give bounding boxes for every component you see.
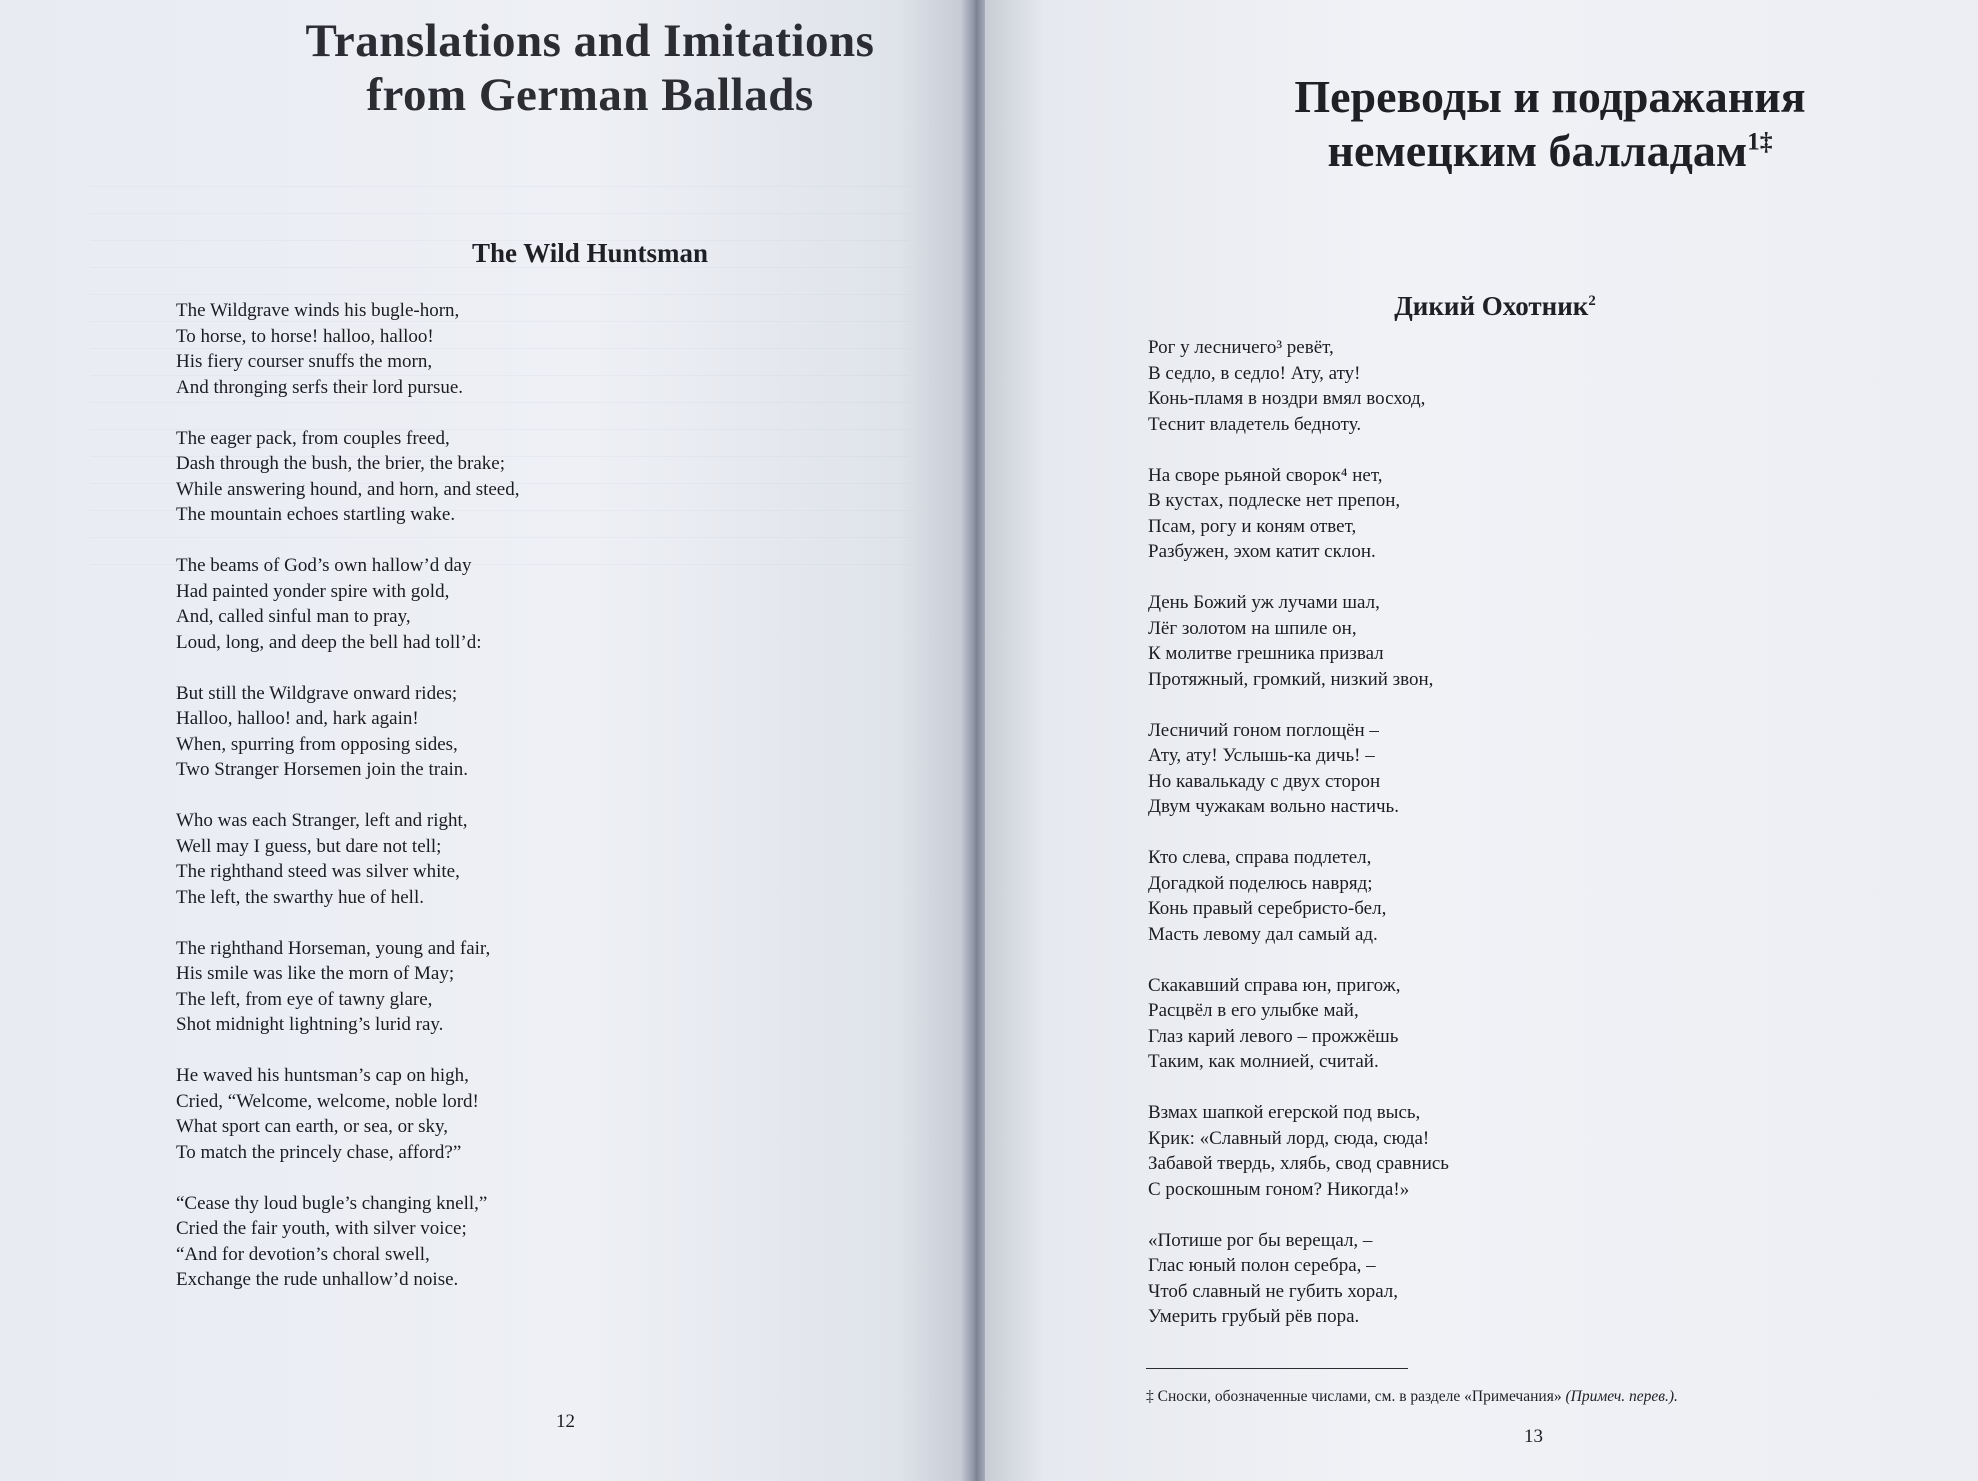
footnote-marker: 2 <box>1588 293 1596 309</box>
verse-line: Расцвёл в его улыбке май, <box>1148 1000 1359 1021</box>
footnote <box>1146 1388 1846 1406</box>
verse-line: Протяжный, громкий, низкий звон, <box>1148 668 1434 690</box>
stanza <box>1148 335 1558 437</box>
stanza <box>176 553 656 655</box>
verse-line: Ату, ату! Услышь-ка дичь! – <box>1148 745 1375 766</box>
stanza <box>176 936 656 1038</box>
verse-line: The righthand steed was silver white, <box>176 861 460 882</box>
verse-line: Cried, “Welcome, welcome, noble lord! <box>176 1090 479 1112</box>
verse-line: Взмах шапкой егерской под высь, <box>1148 1102 1421 1123</box>
verse-line: Скакавший справа юн, пригож, <box>1148 974 1401 996</box>
stanza <box>176 426 656 528</box>
stanza <box>176 1063 656 1165</box>
verse-line: Масть левому дал самый ад. <box>1148 923 1378 945</box>
title-line: from German Ballads <box>366 69 814 121</box>
verse-line: The righthand Horseman, young and fair, <box>176 937 491 959</box>
verse-line: The left, the swarthy hue of hell. <box>176 886 424 908</box>
stanza <box>1148 973 1558 1075</box>
verse-line: Конь-пламя в ноздри вмял восход, <box>1148 388 1426 409</box>
verse-line: Had painted yonder spire with gold, <box>176 580 450 602</box>
verse-line: Лёг золотом на шпиле он, <box>1148 617 1357 639</box>
poem-title-english: The Wild Huntsman <box>471 238 709 268</box>
verse-line: К молитве грешника призвал <box>1148 643 1384 664</box>
verse-line: The mountain echoes startling wake. <box>176 504 456 525</box>
verse-line: Halloo, halloo! and, hark again! <box>176 708 419 729</box>
verse-line: Умерить грубый рёв пора. <box>1148 1306 1360 1327</box>
page-number: 12 <box>556 1411 575 1432</box>
verse-line: And thronging serfs their lord pursue. <box>176 376 464 398</box>
verse-line: And, called sinful man to pray, <box>176 606 411 627</box>
poem-russian <box>1148 335 1558 1355</box>
verse-line: The eager pack, from couples freed, <box>176 427 450 449</box>
footnote-marker: 1‡ <box>1747 127 1773 156</box>
verse-line: Таким, как молнией, считай. <box>1148 1051 1379 1072</box>
title-line: Переводы и подражания <box>1294 71 1806 122</box>
verse-line: Чтоб славный не губить хорал, <box>1148 1280 1399 1302</box>
stanza <box>1148 463 1558 565</box>
footnote-divider <box>1146 1368 1408 1369</box>
verse-line: Но кавалькаду с двух сторон <box>1148 770 1381 792</box>
poem-title-text: Дикий Охотник <box>1394 291 1589 321</box>
poem-title-russian <box>1330 291 1660 322</box>
verse-line: To horse, to horse! halloo, halloo! <box>176 325 434 347</box>
stanza <box>176 298 656 400</box>
verse-line: Cried the fair youth, with silver voice; <box>176 1218 467 1239</box>
verse-line: На своре рьяной сворок⁴ нет, <box>1148 464 1383 486</box>
footnote-translator-note: (Примеч. перев.). <box>1565 1388 1678 1405</box>
stanza <box>176 681 656 783</box>
verse-line: Глас юный полон серебра, – <box>1148 1255 1376 1276</box>
stanza <box>1148 845 1558 947</box>
title-line: Translations and Imitations <box>305 15 875 67</box>
stanza <box>1148 1100 1558 1202</box>
verse-line: «Потише рог бы верещал, – <box>1148 1229 1373 1251</box>
verse-line: День Божий уж лучами шал, <box>1148 592 1380 613</box>
verse-line: To match the princely chase, afford?” <box>176 1141 462 1163</box>
verse-line: The left, from eye of tawny glare, <box>176 988 433 1010</box>
verse-line: Shot midnight lightning’s lurid ray. <box>176 1014 444 1035</box>
footnote-mark: ‡ <box>1146 1388 1154 1405</box>
left-page <box>0 0 975 1481</box>
verse-line: Two Stranger Horsemen join the train. <box>176 759 469 780</box>
verse-line: While answering hound, and horn, and steed, <box>176 478 520 500</box>
verse-line: Крик: «Славный лорд, сюда, сюда! <box>1148 1127 1430 1149</box>
verse-line: Well may I guess, but dare not tell; <box>176 835 442 857</box>
verse-line: Теснит владетель бедноту. <box>1148 413 1362 435</box>
verse-line: His smile was like the morn of May; <box>176 963 455 984</box>
poem-english <box>176 298 656 1318</box>
footnote-text: Сноски, обозначенные числами, см. в разделе «Примечания» <box>1153 1388 1566 1405</box>
verse-line: В кустах, подлеске нет препон, <box>1148 490 1401 511</box>
verse-line: What sport can earth, or sea, or sky, <box>176 1116 449 1137</box>
stanza <box>1148 590 1558 692</box>
verse-line: Who was each Stranger, left and right, <box>176 810 468 831</box>
verse-line: When, spurring from opposing sides, <box>176 733 458 755</box>
stanza <box>176 808 656 910</box>
verse-line: В седло, в седло! Ату, ату! <box>1148 362 1361 384</box>
verse-line: Догадкой поделюсь навряд; <box>1148 872 1373 894</box>
verse-line: Рог у лесничего³ ревёт, <box>1148 337 1334 358</box>
verse-line: “Cease thy loud bugle’s changing knell,” <box>176 1192 488 1214</box>
verse-line: The beams of God’s own hallow’d day <box>176 555 472 576</box>
verse-line: “And for devotion’s choral swell, <box>176 1243 430 1265</box>
verse-line: Конь правый серебристо-бел, <box>1148 898 1387 919</box>
verse-line: Exchange the rude unhallow’d noise. <box>176 1269 459 1290</box>
verse-line: Глаз карий левого – прожжёшь <box>1148 1025 1399 1047</box>
verse-line: Разбужен, эхом катит склон. <box>1148 541 1376 562</box>
stanza <box>1148 718 1558 820</box>
page-title-russian <box>1270 70 1830 178</box>
verse-line: Лесничий гоном поглощён – <box>1148 719 1379 741</box>
verse-line: His fiery courser snuffs the morn, <box>176 351 433 372</box>
verse-line: But still the Wildgrave onward rides; <box>176 682 458 704</box>
stanza <box>1148 1228 1558 1330</box>
title-line <box>1270 124 1830 178</box>
verse-line: Псам, рогу и коням ответ, <box>1148 515 1357 537</box>
verse-line: The Wildgrave winds his bugle-horn, <box>176 300 460 321</box>
verse-line: He waved his huntsman’s cap on high, <box>176 1065 469 1086</box>
verse-line: С роскошным гоном? Никогда!» <box>1148 1178 1410 1200</box>
verse-line: Кто слева, справа подлетел, <box>1148 847 1372 868</box>
page-number: 13 <box>1524 1426 1543 1447</box>
verse-line: Забавой твердь, хлябь, свод сравнись <box>1148 1153 1449 1174</box>
verse-line: Loud, long, and deep the bell had toll’d: <box>176 631 482 653</box>
verse-line: Двум чужакам вольно настичь. <box>1148 796 1399 817</box>
verse-line: Dash through the bush, the brier, the brake; <box>176 453 506 474</box>
page-title-english <box>260 14 920 122</box>
stanza <box>176 1191 656 1293</box>
title-text: немецким балладам <box>1327 125 1748 176</box>
